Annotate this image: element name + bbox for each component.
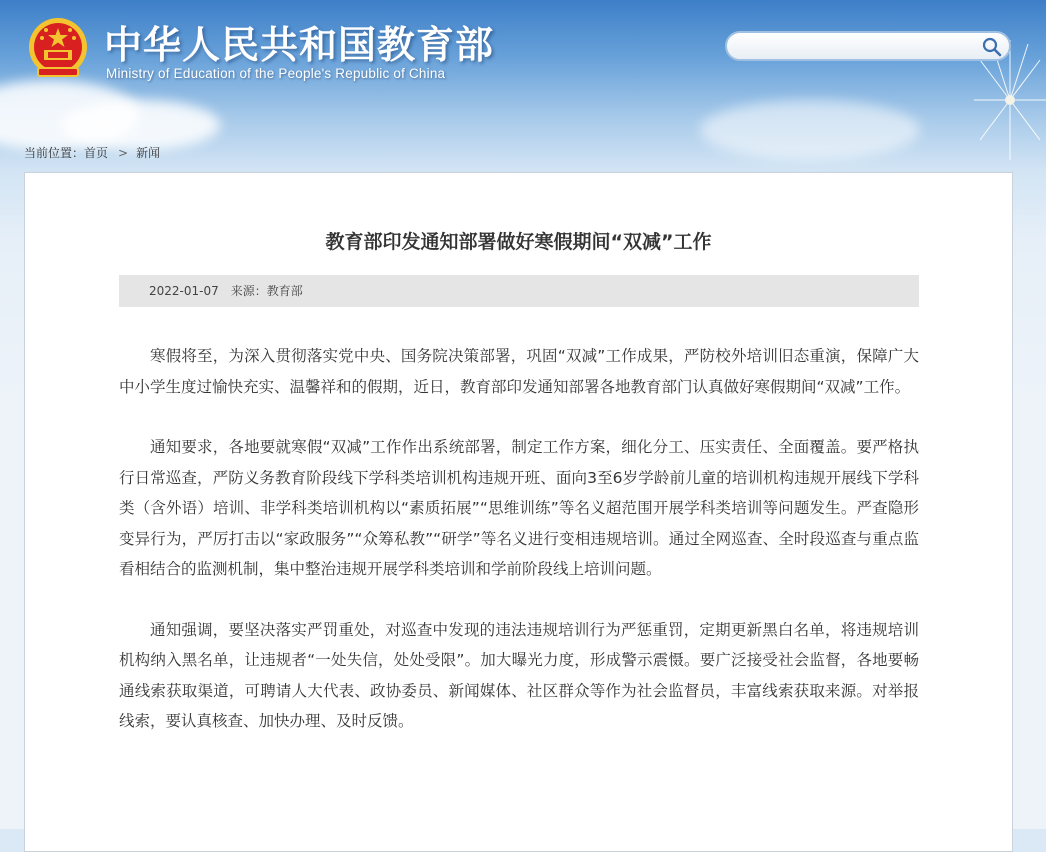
article-date: 2022-01-07 — [149, 284, 219, 298]
site-title[interactable]: 中华人民共和国教育部 — [104, 23, 495, 67]
article-title: 教育部印发通知部署做好寒假期间“双减”工作 — [325, 231, 712, 253]
dandelion-decoration — [930, 0, 1046, 160]
article-meta-bar — [119, 275, 919, 307]
article-panel — [24, 172, 1013, 852]
search-icon[interactable] — [981, 36, 1003, 58]
cloud-decoration — [700, 100, 920, 160]
cloud-decoration — [60, 100, 220, 150]
search-input[interactable] — [741, 37, 985, 57]
breadcrumb-home-link[interactable]: 首页 — [84, 146, 109, 160]
breadcrumb-separator: > — [118, 146, 129, 160]
article-paragraph: 通知要求，各地要就寒假“双减”工作作出系统部署，制定工作方案，细化分工、压实责任、全面覆盖。要严格执行日常巡查，严防义务教育阶段线下学科类培训机构违规开班、面向3至6岁学龄前儿童的培训机构违规开展线下学科类（含外语）培训、非学科类培训机构以“素质拓展”“思维训练”等名义超范围开展学科类培训等问题发生。严查隐形变异行为，严厉打击以“家政服务”“众筹私教”“研学”等名义进行变相违规培训。通过全网巡查、全时段巡查与重点监看相结合的监测机制，集中整治违规开展学科类培训和学前阶段线上培训问题。 — [119, 438, 919, 578]
breadcrumb — [24, 144, 160, 161]
breadcrumb-label: 当前位置： — [24, 146, 85, 160]
site-subtitle: Ministry of Education of the People's Republic of China — [106, 66, 446, 81]
national-emblem-icon[interactable] — [24, 16, 92, 82]
article-body — [119, 341, 919, 767]
breadcrumb-news-link[interactable]: 新闻 — [136, 146, 161, 160]
article-paragraph: 通知强调，要坚决落实严罚重处，对巡查中发现的违法违规培训行为严惩重罚，定期更新黑白名单，将违规培训机构纳入黑名单，让违规者“一处失信，处处受限”。加大曝光力度，形成警示震慑。要广泛接受社会监督，各地要畅通线索获取渠道，可聘请人大代表、政协委员、新闻媒体、社区群众等作为社会监督员，丰富线索获取来源。对举报线索，要认真核查、加快办理、及时反馈。 — [119, 620, 919, 730]
article-paragraph: 寒假将至，为深入贯彻落实党中央、国务院决策部署，巩固“双减”工作成果，严防校外培训旧态重演，保障广大中小学生度过愉快充实、温馨祥和的假期，近日，教育部印发通知部署各地教育部门认真做好寒假期间“双减”工作。 — [119, 347, 919, 396]
search-box — [725, 31, 1011, 61]
article-source: 来源：教育部 — [230, 284, 303, 298]
